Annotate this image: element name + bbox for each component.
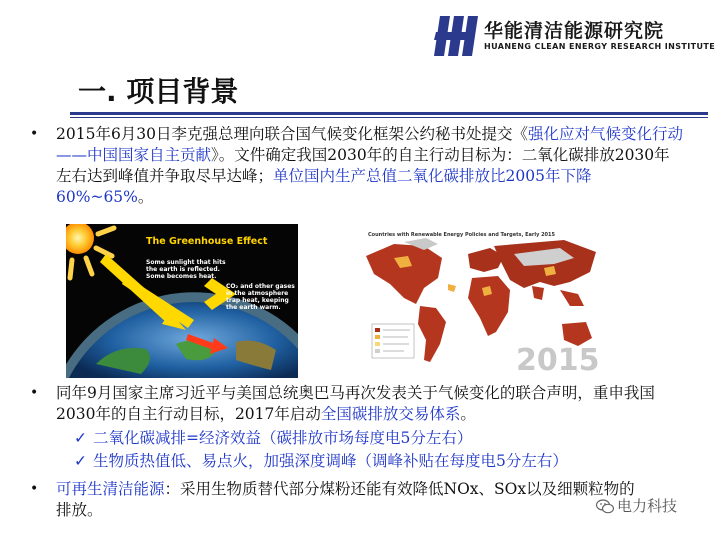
- paragraph-1-text: 2015年6月30日李克强总理向联合国气候变化框架公约秘书处提交《: [56, 125, 529, 143]
- figure-title: The Greenhouse Effect: [146, 236, 268, 247]
- renewable-policy-map: [364, 228, 604, 378]
- check-icon: ✓: [74, 429, 87, 447]
- greenhouse-illustration: [66, 224, 298, 378]
- note-2-line-3: trap heat, keeping: [226, 297, 289, 304]
- map-title: Countries with Renewable Energy Policies and Targets, Early 2015: [368, 232, 555, 238]
- slide-title: 一. 项目背景: [78, 75, 239, 108]
- greenhouse-effect-image: [66, 224, 298, 378]
- logo-name-cn: 华能清洁能源研究院: [484, 20, 665, 42]
- note-1-line-3: Some becomes heat.: [146, 273, 217, 280]
- subitem-1: [74, 428, 472, 449]
- paragraph-3: [56, 479, 646, 521]
- world-map-illustration: [364, 228, 604, 378]
- wechat-icon: [596, 499, 614, 514]
- emission-target: 单位国内生产总值二氧化碳排放比2005年下降60%~65%: [56, 167, 592, 206]
- map-year: 2015: [516, 343, 600, 378]
- note-1-line-1: Some sunlight that hits: [146, 259, 226, 266]
- carbon-trading-system: 全国碳排放交易体系: [320, 405, 461, 423]
- paragraph-1-end: 。: [137, 188, 154, 206]
- renewable-energy-term: 可再生清洁能源: [56, 480, 165, 498]
- paragraph-1-text-2: 》。文件确定我国2030年的自主行动目标为：二氧化碳排放2030年左右达到峰值并争取尽早达峰；: [56, 146, 670, 185]
- subitem-2-text: 生物质热值低、易点火，加强深度调峰（调峰补贴在每度电5分左右）: [93, 452, 568, 470]
- bullet-3: •: [30, 481, 39, 497]
- note-1-line-2: the earth is reflected.: [146, 266, 220, 273]
- watermark-text: 电力科技: [617, 497, 678, 515]
- wechat-watermark: [596, 495, 677, 516]
- paragraph-3-text: ：采用生物质替代部分煤粉还能有效降低NOx、SOx以及细颗粒物的排放。: [56, 480, 635, 519]
- note-2-line-2: in the atmosphere: [226, 290, 289, 297]
- note-2-line-1: CO₂ and other gases: [226, 283, 295, 290]
- paragraph-2-end: 。: [460, 405, 476, 423]
- bullet-2: •: [30, 385, 39, 401]
- note-2-line-4: the earth warm.: [226, 304, 281, 311]
- subitem-2: [74, 451, 568, 472]
- check-icon: ✓: [74, 452, 87, 470]
- subitem-1-text: 二氧化碳减排=经济效益（碳排放市场每度电5分左右）: [93, 429, 473, 447]
- document-name: 强化应对气候变化行动——中国国家自主贡献: [56, 125, 684, 164]
- paragraph-2-text: 同年9月国家主席习近平与美国总统奥巴马再次发表关于气候变化的联合声明，重申我国2030年的自主行动目标，2017年启动: [56, 384, 655, 423]
- title-underline: [70, 112, 708, 115]
- logo-name-en: HUANENG CLEAN ENERGY RESEARCH INSTITUTE: [484, 42, 716, 51]
- bullet-1: •: [30, 126, 39, 142]
- paragraph-1: [56, 124, 684, 208]
- paragraph-2: [56, 383, 684, 425]
- huaneng-logo-icon: [432, 16, 478, 56]
- title-underline-thin: [70, 117, 708, 118]
- institute-logo: [432, 14, 716, 58]
